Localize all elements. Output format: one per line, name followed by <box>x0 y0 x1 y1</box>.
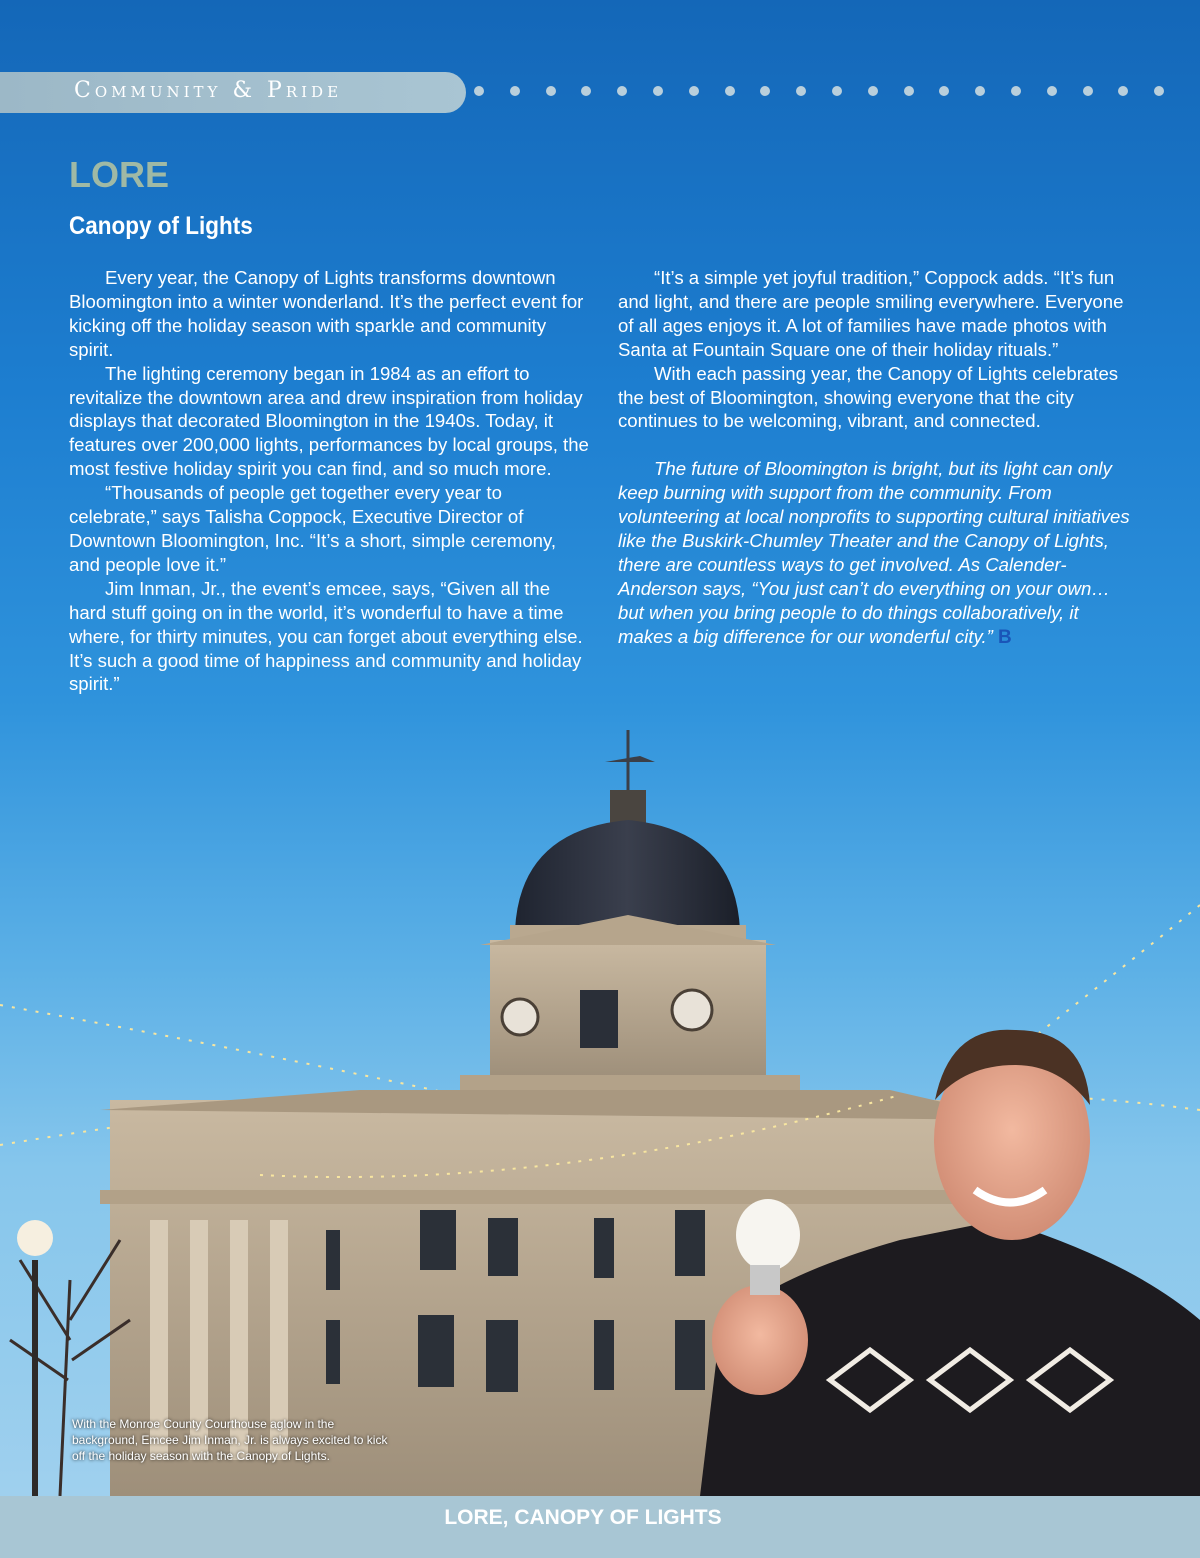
photo-caption: With the Monroe County Courthouse aglow in the background, Emcee Jim Inman, Jr. is always excited to kick off the holiday season with the Canopy of Lights. <box>72 1417 388 1463</box>
divider-dot <box>1047 86 1057 96</box>
courthouse-photo <box>0 720 1200 1496</box>
footer-title: LORE, CANOPY OF LIGHTS <box>444 1506 722 1529</box>
paragraph: Jim Inman, Jr., the event’s emcee, says, “Given all the hard stuff going on in the world, it’s wonderful to have a time where, for thirty minutes, you can forget about everything else. It’s such a good time of happiness and community and holiday spirit.” <box>69 577 583 695</box>
article-title: LORE <box>69 154 170 195</box>
divider-dot <box>1011 86 1021 96</box>
divider-dot <box>653 86 663 96</box>
divider-dot <box>1118 86 1128 96</box>
string-lights <box>0 1005 480 1100</box>
paragraph: The lighting ceremony began in 1984 as an effort to revitalize the downtown area and drew inspiration from holiday displays that decorated Bloomington in the 1940s. Today, it features over 200,000 lights, performances by local groups, the most festive holiday spirit you can find, and so much more. <box>69 362 589 480</box>
right-column <box>618 266 1138 650</box>
paragraph: With each passing year, the Canopy of Lights celebrates the best of Bloomington, showing everyone that the city continues to be welcoming, vibrant, and connected. <box>618 362 1119 432</box>
paragraph: Every year, the Canopy of Lights transforms downtown Bloomington into a winter wonderland. It’s the perfect event for kicking off the holiday season with sparkle and community spirit. <box>69 267 584 360</box>
divider-dot <box>868 86 878 96</box>
divider-dot <box>1154 86 1164 96</box>
divider-dot <box>474 86 484 96</box>
end-mark-icon: B <box>997 626 1012 648</box>
divider-dot <box>581 86 591 96</box>
closing-text: The future of Bloomington is bright, but its light can only keep burning with support from the community. From volunteering at local nonprofits to supporting cultural initiatives like the Buskirk-Chumley Theater and the Canopy of Lights, there are countless ways to get involved. As Calender-Anderson says, “You just can’t do everything on your own… but when you bring people to do things collaboratively, it makes a big difference for our wonderful city.” <box>618 458 1130 647</box>
divider-dot <box>904 86 914 96</box>
divider-dot <box>1083 86 1093 96</box>
section-title: Community & Pride <box>74 78 343 103</box>
divider-dot <box>725 86 735 96</box>
left-column <box>69 266 589 696</box>
divider-dot <box>975 86 985 96</box>
divider-dot <box>832 86 842 96</box>
article-subtitle: Canopy of Lights <box>69 212 253 240</box>
paragraph: “It’s a simple yet joyful tradition,” Coppock adds. “It’s fun and light, and there are people smiling everywhere. Everyone of all ages enjoys it. A lot of families have made photos with Santa at Fountain Square one of their holiday rituals.” <box>618 267 1124 360</box>
string-lights <box>1080 1098 1200 1110</box>
divider-dot <box>760 86 770 96</box>
divider-dot <box>617 86 627 96</box>
divider-dot <box>546 86 556 96</box>
divider-dot <box>510 86 520 96</box>
string-lights <box>1030 905 1200 1040</box>
closing-paragraph <box>618 457 1138 649</box>
divider-dot <box>689 86 699 96</box>
paragraph: “Thousands of people get together every year to celebrate,” says Talisha Coppock, Executive Director of Downtown Bloomington, Inc. “It’s a short, simple ceremony, and people love it.” <box>69 482 557 575</box>
divider-dot <box>939 86 949 96</box>
divider-dot <box>796 86 806 96</box>
